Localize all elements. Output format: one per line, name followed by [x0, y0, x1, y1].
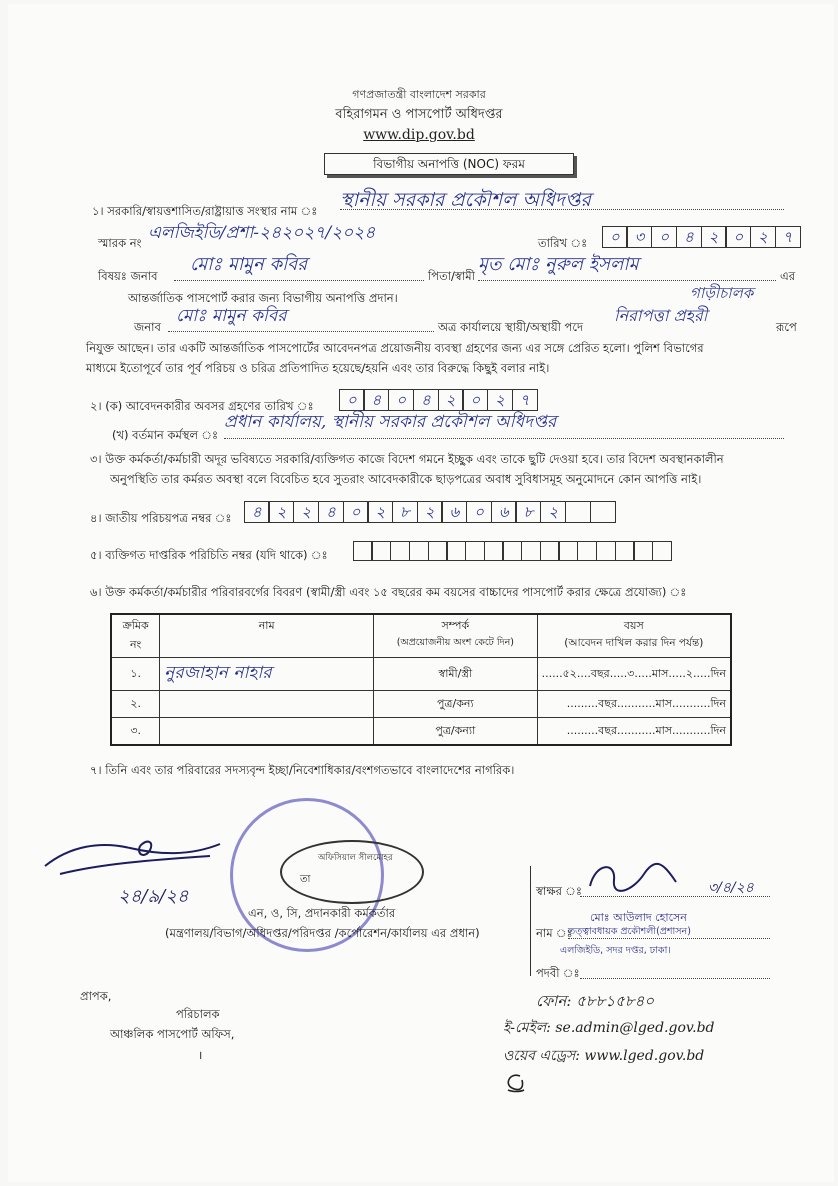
nid-cell: ২	[417, 501, 443, 523]
of-label: এর	[780, 269, 796, 283]
official-id-cell	[353, 541, 373, 561]
right-sign-date: ৩/৪/২৪	[708, 880, 754, 896]
subject-name-dots	[174, 279, 424, 281]
official-id-cell	[596, 541, 616, 561]
father-dots	[478, 279, 776, 281]
recipient-to: প্রাপক,	[80, 989, 112, 1003]
nid-cell: ৪	[244, 501, 270, 523]
nid-cell: ০	[466, 501, 492, 523]
nid-boxes	[245, 501, 616, 523]
date-cell: ৩	[626, 226, 652, 248]
family-table	[110, 613, 732, 746]
row-name	[160, 718, 374, 746]
date-label: তারিখ ঃ	[538, 236, 588, 250]
official-id-cell	[409, 541, 429, 561]
subject-name: মোঃ মামুন কবির	[190, 254, 308, 275]
s1-org: স্থানীয় সরকার প্রকৌশল অধিদপ্তর	[340, 189, 591, 211]
retire-date-cell: ২	[487, 389, 513, 411]
th-relation-note: (অপ্রয়োজনীয় অংশ কেটে দিন)	[396, 637, 514, 648]
row-name	[160, 691, 374, 718]
right-signature	[584, 856, 714, 900]
row-serial: ২.	[111, 691, 160, 718]
workplace-label: (খ) বর্তমান কর্মস্থল ঃ	[112, 428, 219, 442]
nid-cell: ৮	[515, 501, 541, 523]
retire-date-cell: ৭	[512, 389, 538, 411]
contact-email: ই-মেইল: se.admin@lged.gov.bd	[503, 1020, 715, 1036]
recipient-title: পরিচালক	[176, 1007, 220, 1021]
date-cell: ০	[602, 226, 628, 248]
official-id-label: ৫। ব্যক্তিগত দাপ্তরিক পরিচিতি নম্বর (যদি থাকে) ঃ	[90, 548, 328, 562]
nid-cell	[590, 501, 616, 523]
date-cell: ৪	[676, 226, 702, 248]
official-id-cell	[558, 541, 578, 561]
table-row	[111, 718, 731, 746]
father-name: মৃত মোঃ নুরুল ইসলাম	[478, 254, 639, 275]
official-id-cell	[428, 541, 448, 561]
official-id-cell	[615, 541, 635, 561]
date-boxes	[603, 226, 801, 248]
sign-divider	[530, 866, 532, 976]
official-id-cell	[484, 541, 504, 561]
nid-cell: ৬	[441, 501, 467, 523]
s1-org-dots	[340, 208, 784, 210]
official-id-cell	[446, 541, 466, 561]
website-link[interactable]: www.dip.gov.bd	[363, 127, 475, 143]
nid-cell: ২	[293, 501, 319, 523]
body-post: নিরাপত্তা প্রহরী	[614, 306, 708, 325]
row-name: নুরজাহান নাহার	[160, 658, 374, 691]
th-name: নাম	[160, 614, 374, 658]
subject-rest: আন্তর্জাতিক পাসপোর্ট করার জন্য বিভাগীয় অনাপত্তি প্রদান।	[128, 291, 398, 305]
nid-cell: ০	[343, 501, 369, 523]
official-id-boxes	[354, 541, 672, 561]
th-serial: ক্রমিক নং	[111, 614, 160, 658]
designation-hand: গাড়ীচালক	[690, 284, 754, 302]
sign-label: স্বাক্ষর ঃ	[536, 884, 583, 898]
family-label: ৬। উক্ত কর্মকর্তা/কর্মচারীর পরিবারবর্গের বিবরণ (স্বামী/স্ত্রী এবং ১৫ বছরের কম বয়সের বাচ্চাদের পাসপোর্ট করার ক্ষেত্রে প্রযোজ্য) ঃ	[90, 585, 687, 599]
nid-cell: ৮	[392, 501, 418, 523]
nid-cell	[565, 501, 591, 523]
retire-boxes	[340, 389, 538, 411]
family-table-header	[111, 614, 731, 658]
nid-label: ৪। জাতীয় পরিচয়পত্র নম্বর ঃ	[90, 511, 232, 525]
memo-number: এলজিইডি/প্রশা-২৪২০২৭/২০২৪	[148, 223, 376, 243]
nid-cell: ২	[367, 501, 393, 523]
official-id-cell	[502, 541, 522, 561]
retire-date-cell: ০	[462, 389, 488, 411]
issuer-line1: এন, ও, সি, প্রদানকারী কর্মকর্তার	[248, 906, 396, 920]
th-age-note: (আবেদন দাখিল করার দিন পর্যন্ত)	[564, 637, 704, 649]
father-label: পিতা/স্বামী	[428, 269, 475, 283]
row-serial: ১.	[111, 658, 160, 691]
retire-date-cell: ৪	[363, 389, 389, 411]
row-age: .........বছর...........মাস...........দিন	[537, 691, 731, 718]
row-relation: স্বামী/স্ত্রী	[374, 658, 538, 691]
th-age	[537, 614, 731, 658]
s3-line2: অনুপস্থিতি তার কর্মরত অবস্থা বলে বিবেচিত হবে সুতরাং আবেদকারীকে ছাড়পত্রের অবাধ সুবিধাসমূহ অনুমোদনে কোন আপত্তি নাই।	[110, 472, 702, 486]
s7-line: ৭। তিনি এবং তার পরিবারের সদস্যবৃন্দ ইচ্ছা/নিবেশাধিকার/বংশগতভাবে বাংলাদেশের নাগরিক।	[90, 763, 515, 777]
name-label: নাম ঃ	[536, 926, 573, 940]
workplace-dots	[224, 437, 784, 439]
retire-date-cell: ৪	[413, 389, 439, 411]
para1: নিযুক্ত আছেন। তার একটি আন্তর্জাতিক পাসপোর্টের আবেদনপত্র প্রয়োজনীয় ব্যবস্থা গ্রহণের জন্য এর সঙ্গে প্রেরিত হলো। পুলিশ বিভাগের	[86, 341, 704, 355]
date-cell: ০	[651, 226, 677, 248]
stamp-title: তত্ত্বাবধায়ক প্রকৌশলী(প্রশাসন)	[568, 926, 691, 937]
official-id-cell	[540, 541, 560, 561]
left-sign-date: ২৪/৯/২৪	[118, 886, 189, 907]
subject-label: বিষয়ঃ জনাব	[98, 269, 158, 283]
retire-date-cell: ২	[438, 389, 464, 411]
recipient-office: আঞ্চলিক পাসপোর্ট অফিস,	[110, 1027, 235, 1041]
official-id-cell	[633, 541, 653, 561]
nid-cell: ৪	[318, 501, 344, 523]
form-title: বিভাগীয় অনাপত্তি (NOC) ফরম	[324, 153, 574, 175]
row-age: .........বছর...........মাস...........দিন	[537, 718, 731, 746]
memo-label: স্মারক নং	[98, 236, 142, 250]
row-relation: পুত্র/কন্য	[374, 691, 538, 718]
retire-date-cell: ০	[388, 389, 414, 411]
body-name: মোঃ মামুন কবির	[176, 306, 287, 326]
stamp-name: মোঃ আউলাদ হোসেন	[590, 911, 687, 924]
date-cell: ৭	[775, 226, 801, 248]
left-signature	[40, 826, 230, 886]
recipient-end: ।	[198, 1048, 203, 1062]
official-id-cell	[465, 541, 485, 561]
nid-cell: ২	[540, 501, 566, 523]
date-cell: ০	[725, 226, 751, 248]
official-id-cell	[371, 541, 391, 561]
official-id-cell	[577, 541, 597, 561]
s3-line1: ৩। উক্ত কর্মকর্তা/কর্মচারী অদূর ভবিষ্যতে সরকারি/ব্যক্তিগত কাজে বিদেশ গমনে ইচ্ছুক এবং তাকে ছুটি দেওয়া হবে। তার বিদেশ অবস্থানকালীন	[90, 452, 724, 466]
row-age: ......৫২....বছর.....৩.....মাস.....২.....দিন	[537, 658, 731, 691]
row-relation: পুত্র/কন্যা	[374, 718, 538, 746]
contact-phone: ফোন: ৫৮৮১৫৮৪০	[536, 992, 655, 1010]
body-end: রূপে	[776, 320, 797, 334]
post-dots	[580, 977, 770, 979]
th-age-label: বয়স	[623, 619, 644, 632]
body-name-dots	[168, 330, 434, 332]
stamp-office: এলজিইডি, সদর দপ্তর, ঢাকা।	[560, 945, 671, 956]
body-mr: জনাব	[134, 320, 161, 334]
retire-date-cell: ০	[339, 389, 365, 411]
workplace-value: প্রধান কার্যালয়, স্থানীয় সরকার প্রকৌশল অধিদপ্তর	[224, 412, 557, 432]
para2: মাধ্যমে ইতোপূর্বে তার পূর্ব পরিচয় ও চরিত্র প্রতিপাদিত হয়েছে/হয়নি এবং তার বিরুদ্ধে কিছুই বলার নাই।	[86, 361, 550, 375]
name-dots	[568, 937, 770, 939]
seal-tag: তা	[300, 874, 311, 885]
row-serial: ৩.	[111, 718, 160, 746]
nid-cell: ৬	[491, 501, 517, 523]
official-id-cell	[390, 541, 410, 561]
table-row	[111, 691, 731, 718]
body-mid: অত্র কার্যালয়ে স্থায়ী/অস্থায়ী পদে	[438, 320, 584, 334]
date-cell: ২	[750, 226, 776, 248]
gov-header: গণপ্রজাতন্ত্রী বাংলাদেশ সরকার	[352, 88, 486, 101]
retire-label: ২। (ক) আবেদনকারীর অবসর গ্রহণের তারিখ ঃ	[90, 399, 314, 413]
th-relation	[374, 614, 538, 658]
issuer-line2: (মন্ত্রণালয়/বিভাগ/অধিদপ্তর/পরিদপ্তর /কর্পোরেশন/কার্যালয় এর প্রধান)	[165, 926, 480, 940]
dept-header: বহিরাগমন ও পাসপোর্ট অধিদপ্তর	[335, 107, 503, 122]
official-id-cell	[652, 541, 672, 561]
s1-label: ১। সরকারি/স্বায়ত্তশাসিত/রাষ্ট্রায়াত্ত সংস্থার নাম ঃ	[92, 204, 318, 218]
table-row	[111, 658, 731, 691]
official-id-cell	[521, 541, 541, 561]
th-relation-label: সম্পর্ক	[441, 619, 470, 632]
handwritten-mark-icon	[502, 1070, 528, 1094]
post-label: পদবী ঃ	[536, 966, 580, 980]
contact-web: ওয়েব এড্রেস: www.lged.gov.bd	[503, 1048, 705, 1064]
nid-cell: ২	[268, 501, 294, 523]
date-cell: ২	[701, 226, 727, 248]
seal-inner-text: অফিসিয়াল সীলমোহর	[318, 853, 393, 863]
